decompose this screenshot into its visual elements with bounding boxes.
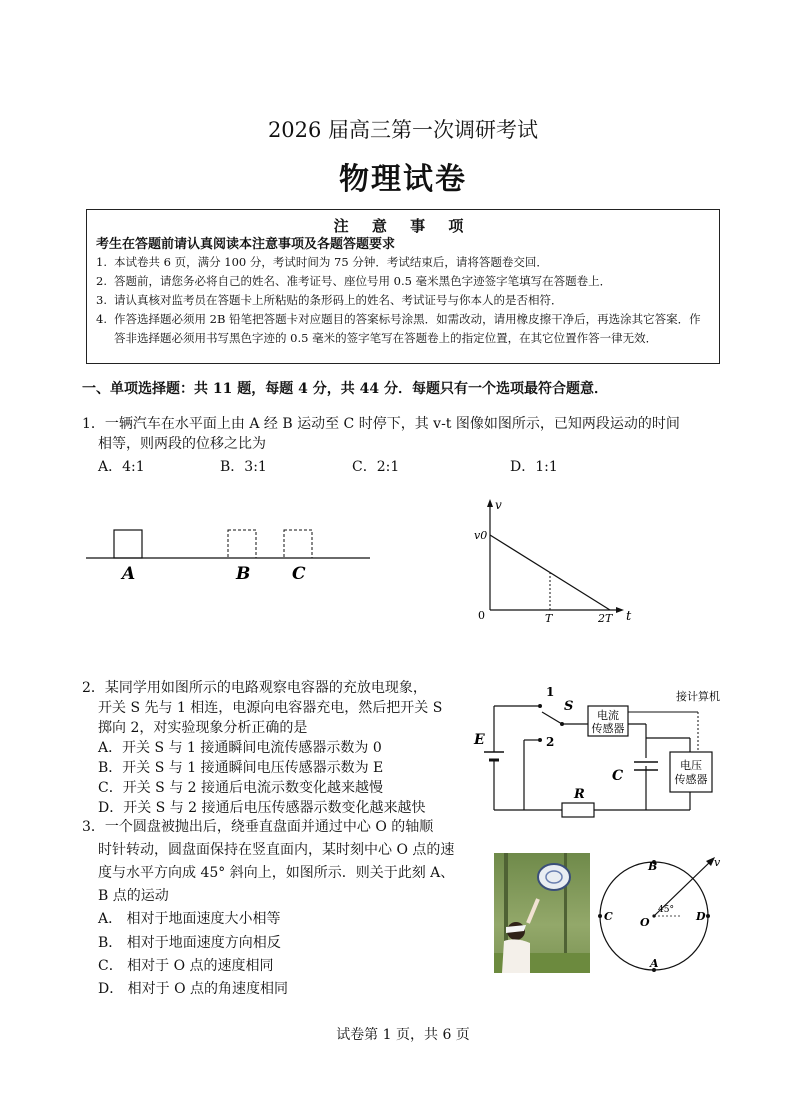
label-o: O — [640, 916, 650, 929]
q1-option-b: B．3:1 — [220, 459, 267, 475]
exam-subtitle: 2026 届高三第一次调研考试 — [267, 118, 539, 142]
point-c — [598, 914, 602, 918]
notice-item — [96, 272, 710, 291]
q2-stem-line2: 开关 S 先与 1 相连，电源向电容器充电，然后把开关 S — [98, 700, 443, 716]
switch-blade — [542, 712, 562, 724]
car-box-a — [114, 530, 142, 558]
q3-option-a: A． 相对于地面速度大小相等 — [98, 911, 281, 927]
q2-option-a: A．开关 S 与 1 接通瞬间电流传感器示数为 0 — [98, 740, 382, 756]
car-box-b — [228, 530, 256, 558]
label-b: B — [236, 564, 251, 584]
notice-item — [96, 253, 710, 272]
q2-option-d: D．开关 S 与 2 接通后电压传感器示数变化越来越快 — [98, 800, 426, 816]
label-v: v — [714, 856, 721, 869]
label-r: R — [574, 787, 585, 802]
q3-option-c: C． 相对于 O 点的速度相同 — [98, 958, 274, 974]
q1-option-d: D．1:1 — [510, 459, 558, 475]
label-c: C — [612, 768, 624, 784]
notice-item-text: 本试卷共 6 页，满分 100 分，考试时间为 75 分钟．考试结束后，请将答题卷交回． — [114, 255, 548, 269]
tick-t-label: T — [545, 612, 553, 625]
origin-label: 0 — [478, 609, 485, 622]
frisbee-photo — [494, 853, 590, 973]
q1-car-figure — [80, 522, 380, 586]
notice-item-text: 请认真核对监考员在答题卡上所粘贴的条形码上的姓名、考试证号与你本人的是否相符． — [114, 293, 563, 307]
svg-text:传感器: 传感器 — [591, 722, 625, 735]
computer-label: 接计算机 — [676, 690, 720, 703]
notice-item-number: 3. — [96, 293, 107, 307]
point-d — [706, 914, 710, 918]
q2-option-c: C．开关 S 与 2 接通后电流示数变化越来越慢 — [98, 780, 384, 796]
car-box-c — [284, 530, 312, 558]
notice-box — [86, 209, 720, 364]
label-c: C — [604, 910, 613, 923]
q1-stem-line2: 相等，则两段的位移之比为 — [98, 436, 266, 452]
q3-stem-line3: 度与水平方向成 45° 斜向上，如图所示．则关于此刻 A、 — [98, 865, 455, 881]
q2-stem-line1: 2．某同学用如图所示的电路观察电容器的充放电现象， — [82, 680, 427, 696]
label-a: A — [122, 564, 136, 584]
notice-item-text: 答题前，请您务必将自己的姓名、准考证号、座位号用 0.5 毫米黑色字迹签字笔填写在答题卷上． — [114, 274, 612, 288]
label-terminal-2: 2 — [546, 735, 555, 749]
q2-option-b: B．开关 S 与 1 接通瞬间电压传感器示数为 E — [98, 760, 384, 776]
label-terminal-1: 1 — [546, 685, 555, 699]
svg-text:传感器: 传感器 — [674, 773, 708, 786]
resistor — [562, 803, 594, 817]
label-angle: 45° — [658, 905, 674, 915]
notice-heading: 注 意 事 项 — [333, 217, 473, 235]
tick-2t-label: 2T — [598, 612, 613, 625]
q3-option-b: B． 相对于地面速度方向相反 — [98, 935, 281, 951]
player-body — [502, 939, 530, 973]
notice-lead: 考生在答题前请认真阅读本注意事项及各题答题要求 — [96, 237, 396, 252]
v-axis-arrow — [487, 499, 493, 507]
t-axis-arrow — [616, 607, 624, 613]
q3-stem-line1: 3．一个圆盘被抛出后，绕垂直盘面并通过中心 O 的轴顺 — [82, 819, 434, 835]
q3-disk-diagram — [594, 852, 724, 982]
q1-stem-line1: 1．一辆汽车在水平面上由 A 经 B 运动至 C 时停下，其 v-t 图像如图所示，已知两段运动的时间 — [82, 416, 680, 432]
section-heading: 一、单项选择题：共 11 题，每题 4 分，共 44 分．每题只有一个选项最符合题意． — [82, 381, 608, 397]
notice-item — [96, 291, 710, 310]
notice-item-number: 2. — [96, 274, 107, 288]
label-d: D — [696, 910, 706, 923]
t-axis-label: t — [626, 609, 632, 624]
frisbee-disc — [538, 864, 570, 890]
v0-label: v0 — [474, 529, 488, 542]
notice-item-text: 作答选择题必须用 2B 铅笔把答题卡对应题目的答案标号涂黑．如需改动，请用橡皮擦干净后，再选涂其它答案．作答非选择题必须用书写黑色字迹的 0.5 毫米的签字笔写在答题卷上的指定位置，在其它位置作答一律无效． — [114, 312, 701, 345]
label-a: A — [650, 957, 659, 970]
q3-stem-line2: 时针转动，圆盘面保持在竖直面内，某时刻中心 O 点的速 — [98, 842, 455, 858]
v-axis-label: v — [495, 498, 502, 512]
q3-stem-line4: B 点的运动 — [98, 888, 169, 904]
q2-stem-line3: 掷向 2，对实验现象分析正确的是 — [98, 720, 308, 736]
page-footer: 试卷第 1 页，共 6 页 — [336, 1027, 470, 1043]
q2-circuit-diagram — [470, 682, 750, 822]
q1-option-a: A．4:1 — [98, 459, 145, 475]
label-e: E — [474, 732, 485, 748]
q3-option-d: D． 相对于 O 点的角速度相同 — [98, 981, 289, 997]
exam-title: 物理试卷 — [339, 162, 467, 197]
svg-text:电流: 电流 — [597, 709, 619, 722]
label-b: B — [648, 860, 658, 873]
notice-item — [96, 310, 710, 348]
label-s: S — [564, 699, 574, 714]
svg-text:电压: 电压 — [680, 759, 702, 772]
voltage-sensor — [670, 752, 712, 792]
q1-option-c: C．2:1 — [352, 459, 400, 475]
switch-terminal-1 — [538, 704, 542, 708]
label-c: C — [292, 564, 306, 584]
notice-item-number: 4. — [96, 312, 107, 326]
q1-vt-graph — [470, 495, 640, 630]
notice-item-number: 1. — [96, 255, 107, 269]
